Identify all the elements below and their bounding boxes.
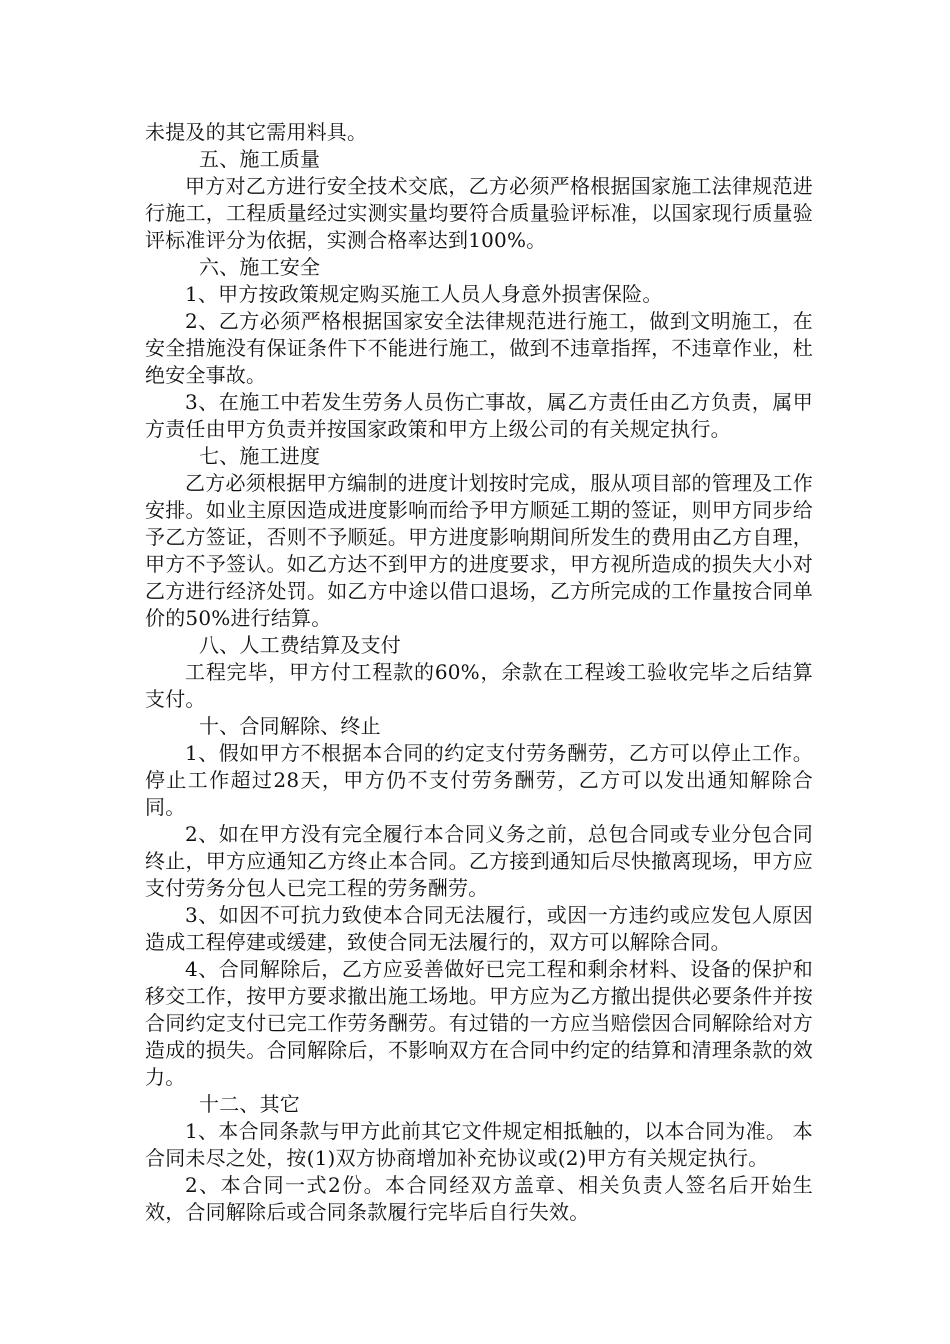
paragraph: 甲方对乙方进行安全技术交底，乙方必须严格根据国家施工法律规范进行施工，工程质量经过实测实量均要符合质量验评标准，以国家现行质量验评标准评分为依据，实测合格率达到100%。 <box>145 174 813 252</box>
section-heading: 八、人工费结算及支付 <box>199 633 401 657</box>
paragraph: 1、本合同条款与甲方此前其它文件规定相抵触的，以本合同为准。 本合同未尽之处，按(1)双方协商增加补充协议或(2)甲方有关规定执行。 <box>145 1119 813 1170</box>
document-body <box>145 119 813 1226</box>
section-heading: 十、合同解除、终止 <box>199 714 381 738</box>
paragraph: 2、本合同一式2份。本合同经双方盖章、相关负责人签名后开始生效，合同解除后或合同条款履行完毕后自行失效。 <box>145 1173 813 1224</box>
section-heading: 六、施工安全 <box>199 255 321 279</box>
paragraph: 工程完毕，甲方付工程款的60%，余款在工程竣工验收完毕之后结算支付。 <box>145 660 813 711</box>
section-heading: 七、施工进度 <box>199 444 321 468</box>
section-heading: 五、施工质量 <box>199 147 321 171</box>
section-heading: 十二、其它 <box>199 1092 300 1116</box>
paragraph: 4、合同解除后，乙方应妥善做好已完工程和剩余材料、设备的保护和移交工作，按甲方要求撤出施工场地。甲方应为乙方撤出提供必要条件并按合同约定支付已完工作劳务酬劳。有过错的一方应当赔偿因合同解除给对方造成的损失。合同解除后，不影响双方在合同中约定的结算和清理条款的效力。 <box>145 957 813 1089</box>
paragraph: 2、乙方必须严格根据国家安全法律规范进行施工，做到文明施工，在安全措施没有保证条件下不能进行施工，做到不违章指挥，不违章作业，杜绝安全事故。 <box>145 309 813 387</box>
paragraph: 乙方必须根据甲方编制的进度计划按时完成，服从项目部的管理及工作安排。如业主原因造成进度影响而给予甲方顺延工期的签证，则甲方同步给予乙方签证，否则不予顺延。甲方进度影响期间所发生的费用由乙方自理，甲方不予签认。如乙方达不到甲方的进度要求，甲方视所造成的损失大小对乙方进行经济处罚。如乙方中途以借口退场，乙方所完成的工作量按合同单价的50%进行结算。 <box>145 471 813 630</box>
paragraph: 1、假如甲方不根据本合同的约定支付劳务酬劳，乙方可以停止工作。停止工作超过28天，甲方仍不支付劳务酬劳，乙方可以发出通知解除合同。 <box>145 741 813 819</box>
paragraph: 3、如因不可抗力致使本合同无法履行，或因一方违约或应发包人原因造成工程停建或缓建，致使合同无法履行的，双方可以解除合同。 <box>145 903 813 954</box>
paragraph: 3、在施工中若发生劳务人员伤亡事故，属乙方责任由乙方负责，属甲方责任由甲方负责并按国家政策和甲方上级公司的有关规定执行。 <box>145 390 813 441</box>
paragraph: 未提及的其它需用料具。 <box>145 120 368 144</box>
paragraph: 2、如在甲方没有完全履行本合同义务之前，总包合同或专业分包合同终止，甲方应通知乙方终止本合同。乙方接到通知后尽快撤离现场，甲方应支付劳务分包人已完工程的劳务酬劳。 <box>145 822 813 900</box>
paragraph: 1、甲方按政策规定购买施工人员人身意外损害保险。 <box>185 282 663 306</box>
